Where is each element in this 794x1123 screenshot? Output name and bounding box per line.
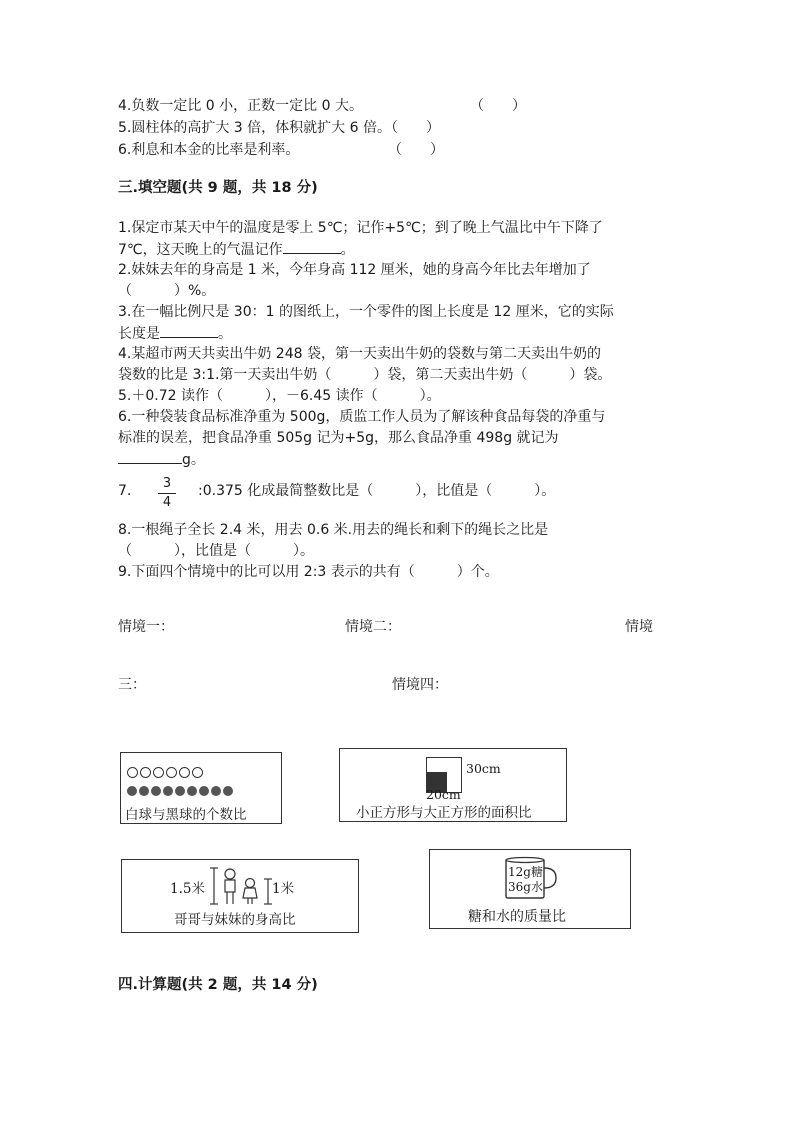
- judge-q6-text: 6.利息和本金的比率是利率。: [118, 142, 300, 158]
- fill-q6-line1: 6.一种袋装食品标准净重为 500g，质监工作人员为了解该种食品每袋的净重与: [118, 409, 606, 425]
- figure-heights: [121, 859, 359, 933]
- fill-q1-text: 7℃，这天晚上的气温记作: [118, 242, 283, 258]
- fraction-numerator: 3: [162, 476, 172, 491]
- judge-q5: 5.圆柱体的高扩大 3 倍，体积就扩大 6 倍。（ ）: [118, 120, 440, 136]
- situation-3-label-b: 三：: [118, 677, 146, 693]
- fill-q1-end: 。: [340, 242, 355, 258]
- figure-squares: [339, 748, 567, 822]
- white-ball-icon: [153, 767, 164, 778]
- fill-q4-line1: 4.某超市两天共卖出牛奶 248 袋，第一天卖出牛奶的袋数与第二天卖出牛奶的: [118, 346, 601, 362]
- large-square-label: 30cm: [466, 761, 501, 776]
- fill-q7-number: 7.: [118, 483, 132, 499]
- black-ball-icon: [211, 786, 221, 796]
- siblings-icon: [208, 866, 278, 906]
- fill-q3-line2: [118, 323, 232, 344]
- fill-q8-line2: （ ），比值是（ ）。: [118, 543, 314, 559]
- fill-q6-line2: 标准的误差，把食品净重 505g 记为+5g，那么食品净重 498g 就记为: [118, 430, 559, 446]
- fill-q6-line3: [118, 449, 205, 470]
- situation-3-label-a: 情境: [625, 619, 653, 635]
- water-label: 36g水: [508, 880, 543, 894]
- fraction-bar: [158, 493, 176, 494]
- situation-4-label: 情境四：: [392, 677, 448, 693]
- section-heading-calc: 四.计算题(共 2 题，共 14 分): [118, 977, 318, 993]
- white-ball-icon: [140, 767, 151, 778]
- situation-2-label: 情境二：: [345, 619, 401, 635]
- fill-q3-line1: 3.在一幅比例尺是 30：1 的图纸上，一个零件的图上长度是 12 厘米，它的实际: [118, 304, 614, 320]
- judge-q4-text: 4.负数一定比 0 小，正数一定比 0 大。: [118, 98, 363, 114]
- fill-q6-blank[interactable]: [118, 449, 182, 464]
- judge-q6-answer[interactable]: （ ）: [388, 142, 444, 158]
- fraction-denominator: 4: [162, 495, 172, 510]
- black-balls-row: [127, 786, 235, 797]
- sugar-label: 12g糖: [508, 865, 543, 879]
- black-ball-icon: [139, 786, 149, 796]
- judge-q4-answer[interactable]: （ ）: [470, 98, 526, 114]
- fill-q7-text: :0.375 化成最简整数比是（ ），比值是（ ）。: [198, 483, 556, 499]
- fill-q4-line2: 袋数的比是 3:1.第一天卖出牛奶（ ）袋，第二天卖出牛奶（ ）袋。: [118, 367, 612, 383]
- fill-q3-text: 长度是: [118, 326, 160, 342]
- black-ball-icon: [163, 786, 173, 796]
- fill-q1-blank[interactable]: [283, 239, 341, 254]
- judge-q4: [118, 96, 526, 116]
- white-ball-icon: [127, 767, 138, 778]
- fill-q3-end: 。: [218, 326, 232, 342]
- fill-q2-line1: 2.妹妹去年的身高是 1 米，今年身高 112 厘米，她的身高今年比去年增加了: [118, 262, 591, 278]
- fill-q6-unit: g。: [182, 452, 205, 468]
- figure-balls-caption: 白球与黑球的个数比: [125, 807, 247, 823]
- situation-1-label: 情境一：: [118, 619, 174, 635]
- fill-q8-line1: 8.一根绳子全长 2.4 米，用去 0.6 米.用去的绳长和剩下的绳长之比是: [118, 522, 549, 538]
- brother-height-label: 1.5米: [170, 881, 205, 897]
- fill-q2-line2: （ ）%。: [118, 283, 216, 299]
- figure-balls: [120, 752, 282, 824]
- black-ball-icon: [223, 786, 233, 796]
- fill-q7-fraction: [158, 476, 176, 511]
- white-ball-icon: [192, 767, 203, 778]
- fill-q3-blank[interactable]: [160, 323, 218, 338]
- black-ball-icon: [199, 786, 209, 796]
- figure-squares-caption: 小正方形与大正方形的面积比: [356, 805, 532, 821]
- figure-heights-caption: 哥哥与妹妹的身高比: [174, 912, 296, 928]
- figure-cup-caption: 糖和水的质量比: [468, 909, 566, 925]
- fill-q9: 9.下面四个情境中的比可以用 2:3 表示的共有（ ）个。: [118, 564, 499, 580]
- white-balls-row: [127, 767, 205, 779]
- black-ball-icon: [175, 786, 185, 796]
- figure-cup: [429, 849, 631, 929]
- black-ball-icon: [127, 786, 137, 796]
- fill-q5: 5.＋0.72 读作（ ），－6.45 读作（ ）。: [118, 388, 441, 404]
- small-square-label: 20cm: [426, 787, 461, 802]
- fill-q1-line2: [118, 239, 355, 260]
- white-ball-icon: [179, 767, 190, 778]
- white-ball-icon: [166, 767, 177, 778]
- black-ball-icon: [151, 786, 161, 796]
- sister-height-label: 1米: [272, 881, 295, 897]
- black-ball-icon: [187, 786, 197, 796]
- section-heading-fill: 三.填空题(共 9 题，共 18 分): [118, 180, 318, 196]
- fill-q1-line1: 1.保定市某天中午的温度是零上 5℃；记作+5℃；到了晚上气温比中午下降了: [118, 220, 603, 236]
- judge-q6: [118, 140, 444, 160]
